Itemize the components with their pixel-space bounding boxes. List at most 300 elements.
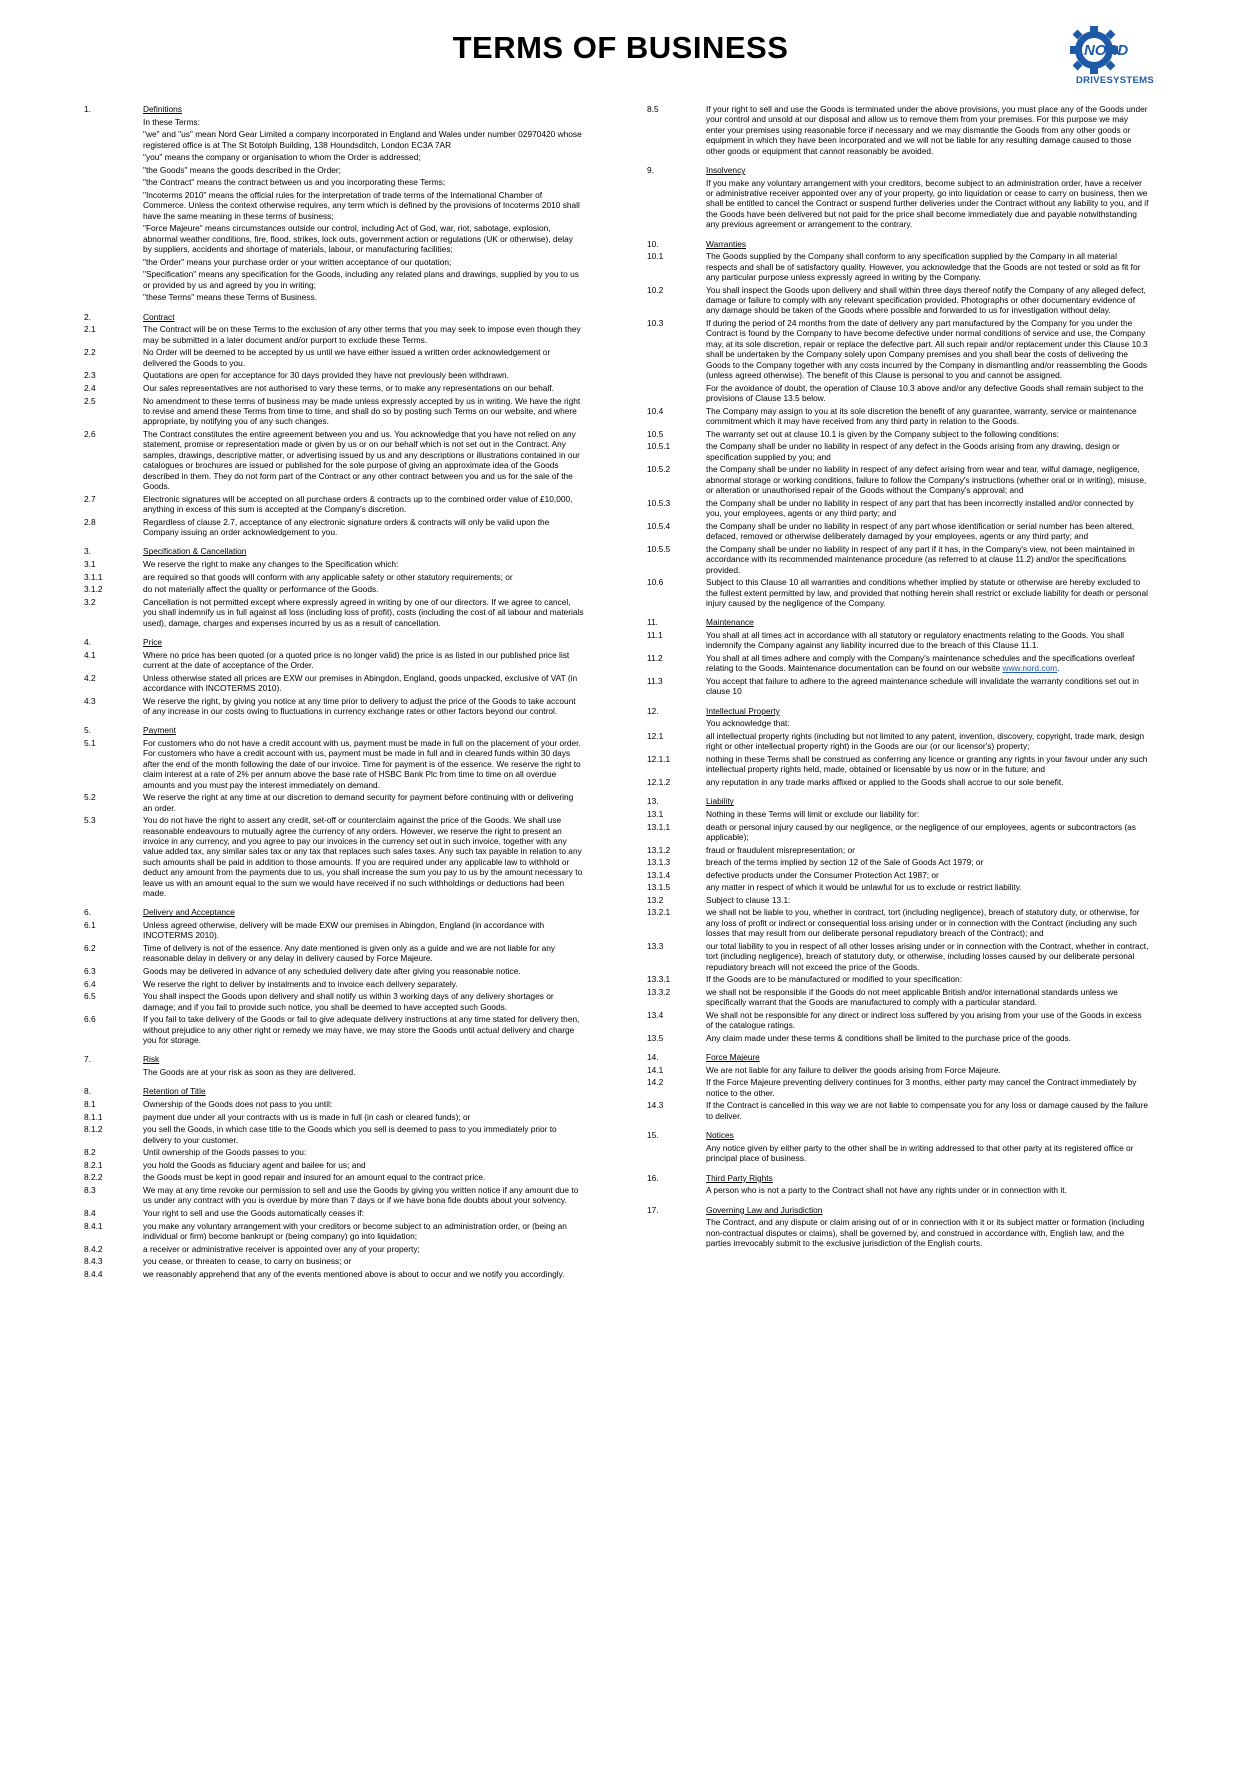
clause-section — [647, 239, 1149, 609]
clause-text-body: the Company shall be under no liability in respect of any part if it has, in the Company's view, not been maintained in accordance with its recommended maintenance procedure (as referred to at clause 11.2) and/or the specifications provided. — [706, 543, 1135, 575]
clause-text — [143, 792, 584, 813]
clause-text-body: We reserve the right at any time at our discretion to demand security for payment before continuing with or delivering an order. — [143, 792, 574, 813]
clause-number: 10.5.5 — [647, 543, 671, 554]
clause-text — [706, 318, 1149, 380]
clause-text-body: Subject to this Clause 10 all warranties and conditions whether implied by statute or otherwise are hereby excluded to the fullest extent permitted by law, and provided that nothing herein shall restrict or exclude liability for death or personal injury caused by the negligence of the Company. — [706, 577, 1149, 608]
clause-item — [84, 738, 584, 790]
clause-text-body: Our sales representatives are not authorised to vary these terms, or to make any representations on our behalf. — [143, 382, 554, 393]
clause-heading-title: Force Majeure — [706, 1052, 760, 1063]
clause-text — [143, 494, 584, 515]
clause-item — [647, 577, 1149, 608]
clause-number: 10.2 — [647, 284, 664, 295]
clause-number: 4.3 — [84, 695, 96, 706]
clause-item — [647, 521, 1149, 542]
clause-text-body: the Company shall be under no liability in respect of any defect in the Goods arising from any drawing, design or specification supplied by you; and — [706, 441, 1120, 462]
clause-number: 10.1 — [647, 251, 664, 262]
clause-item — [647, 1065, 1149, 1075]
clause-text — [143, 696, 584, 717]
clause-heading-number: 1. — [84, 104, 91, 114]
clause-number: 13.3.1 — [647, 974, 671, 985]
clause-section — [647, 1052, 1149, 1121]
clause-text — [706, 1143, 1149, 1164]
clause-heading — [647, 1205, 1149, 1215]
clause-number — [647, 383, 706, 404]
clause-text-body: If the Contract is cancelled in this way we are not liable to compensate you for any loss or damage caused by the failure to deliver. — [706, 1100, 1148, 1121]
clause-text — [706, 822, 1149, 843]
clause-item — [84, 129, 584, 150]
clause-text — [706, 987, 1149, 1008]
clause-item — [84, 1172, 584, 1182]
clause-heading — [647, 617, 1149, 627]
clause-item — [647, 987, 1149, 1008]
clause-number: 5.1 — [84, 738, 96, 748]
clause-number: 8.2.1 — [84, 1159, 103, 1170]
clause-item — [84, 165, 584, 175]
clause-section — [647, 1173, 1149, 1196]
clause-text — [143, 991, 584, 1012]
website-link[interactable]: www.nord.com — [1002, 663, 1058, 674]
clause-text — [143, 190, 584, 221]
clause-number: 14.1 — [647, 1064, 664, 1075]
clause-item — [647, 676, 1149, 697]
clause-text-body: You do not have the right to assert any credit, set-off or counterclaim against the price of the Goods. We shall use reasonable endeavours to mutually agree the currency of any orders. However, we reserve the right to present an invoice in any currency, and you agree to pay our invoices in the currency set out in such invoice, together with any value added tax, any similar sales tax or any tax that replaces such sales taxes. Any such tax payable in relation to any such amounts shall be paid in addition to those amounts. If you are required under any applicable law to withhold or deduct any amount from the payments due to us, you shall increase the sum you pay to us by the amount necessary to leave us with an amount equal to the sum we would have received if no such withholdings or deductions had been made. — [143, 815, 583, 899]
clause-text-body: Ownership of the Goods does not pass to you until: — [143, 1099, 333, 1110]
clause-text-body: The Company may assign to you at its sole discretion the benefit of any guarantee, warranty, service or maintenance commitment which it may have received from any third party in relation to the Goods. — [706, 405, 1137, 427]
clause-number: 8.2 — [84, 1147, 96, 1158]
clause-number: 2.1 — [84, 324, 96, 335]
clause-heading — [84, 637, 584, 647]
clause-text — [143, 165, 584, 175]
clause-text-body: we reasonably apprehend that any of the events mentioned above is about to occur and we notify you accordingly. — [143, 1268, 565, 1279]
clause-item — [84, 966, 584, 976]
clause-text — [706, 406, 1149, 427]
clause-text-body: You shall at all times act in accordance with all statutory or regulatory enactments relating to the Goods. You shall indemnify the Company against any liability incurred due to the breach of this Clause 11.1. — [706, 629, 1125, 651]
clause-item — [647, 285, 1149, 316]
clause-text-body: The warranty set out at clause 10.1 is given by the Company subject to the following conditions: — [706, 428, 1059, 439]
clause-item — [84, 1221, 584, 1242]
clause-number: 6.3 — [84, 966, 96, 977]
clause-text-body: In these Terms: — [143, 116, 200, 127]
clause-number: 11.1 — [647, 629, 663, 640]
clause-text-body: fraud or fraudulent misrepresentation; or — [706, 844, 855, 855]
clause-text-body: The Goods supplied by the Company shall conform to any specification supplied by the Company in all material respects and shall be of satisfactory quality. However, you acknowledge that the Goods are not tested or sold as fit for any particular purpose unless expressly agreed in writing by the Company. — [706, 251, 1141, 283]
clause-text-body: you make any voluntary arrangement with your creditors or become subject to an administration order, or (being an individual or firm) become bankrupt or (being company) go into liquidation; — [143, 1220, 567, 1242]
clause-number: 10.5.1 — [647, 441, 671, 452]
clause-text-body: If the Force Majeure preventing delivery continues for 3 months, either party may cancel the Contract immediately by notice to the other. — [706, 1077, 1137, 1098]
clause-number — [84, 190, 143, 221]
clause-text-body: Until ownership of the Goods passes to you: — [143, 1147, 307, 1158]
clause-heading — [647, 706, 1149, 716]
clause-item — [647, 1143, 1149, 1164]
clause-item — [84, 696, 584, 717]
clause-number: 11.2 — [647, 652, 663, 663]
clause-text-body: Quotations are open for acceptance for 30 days provided they have not previously been withdrawn. — [143, 370, 509, 381]
clause-item — [647, 383, 1149, 404]
clause-text — [143, 738, 584, 790]
clause-item — [647, 104, 1149, 156]
clause-item — [84, 991, 584, 1012]
clause-item — [647, 907, 1149, 938]
clause-item — [84, 396, 584, 427]
clause-heading-number: 17. — [647, 1204, 659, 1215]
clause-text — [143, 1185, 584, 1206]
clause-text — [143, 1256, 584, 1266]
clause-text — [143, 324, 584, 345]
clause-text — [143, 597, 584, 628]
clause-text-body: We shall not be responsible for any direct or indirect loss suffered by you arising from your use of the Goods in excess of the catalogue ratings. — [706, 1009, 1142, 1031]
clause-heading-number: 9. — [647, 165, 654, 176]
clause-number: 13.2.1 — [647, 907, 671, 918]
clause-text — [706, 882, 1149, 892]
clause-text-body: We reserve the right, by giving you notice at any time prior to delivery to adjust the price of the Goods to take account of any increase in our costs owing to fluctuations in currency exchange rates or other factors beyond our control. — [143, 695, 576, 716]
clause-heading-number: 12. — [647, 705, 659, 716]
clause-number — [84, 129, 143, 150]
clause-item — [647, 1077, 1149, 1098]
clause-text-body: If you fail to take delivery of the Goods or fail to give adequate delivery instructions at any time stated for delivery then, without prejudice to any other right or remedy we may have, we may store the Goods until actual delivery and charge you for storage. — [143, 1014, 580, 1046]
clause-text — [143, 920, 584, 941]
clause-text-body: No amendment to these terms of business may be made unless expressly accepted by us in writing. We have the right to revise and amend these Terms from time to time, and shall do so by posting such Terms on our website, and where appropriate, by notifying you of any such changes. — [143, 395, 581, 427]
clause-item — [647, 870, 1149, 880]
clause-number: 13.2 — [647, 894, 664, 905]
clause-number: 6.4 — [84, 978, 96, 989]
clause-text-body: The Contract, and any dispute or claim arising out of or in connection with it or its subject matter or formation (including non-contractual disputes or claims), shall be governed by, and construed in accordance with, English law, and the parties irrevocably submit to the exclusive jurisdiction of the English courts. — [706, 1217, 1145, 1249]
clause-heading-title: Warranties — [706, 238, 747, 249]
clause-text-body: The Goods are at your risk as soon as they are delivered. — [143, 1067, 356, 1078]
clause-heading-title: Retention of Title — [143, 1086, 206, 1097]
clause-number: 8.1 — [84, 1099, 96, 1110]
clause-text — [143, 1067, 584, 1077]
clause-heading-title: Delivery and Acceptance — [143, 907, 235, 918]
clause-number: 2.4 — [84, 382, 96, 393]
clause-number: 13.3.2 — [647, 986, 671, 997]
clause-item — [647, 630, 1149, 651]
clause-heading-title: Definitions — [143, 104, 182, 114]
clause-number — [84, 152, 143, 162]
clause-text — [706, 285, 1149, 316]
clause-heading — [647, 239, 1149, 249]
clause-text-body: breach of the terms implied by section 12 of the Sale of Goods Act 1979; or — [706, 857, 984, 868]
clause-text — [706, 1065, 1149, 1075]
clause-item — [84, 1269, 584, 1279]
clause-text-body: Subject to clause 13.1: — [706, 894, 791, 905]
clause-text — [143, 370, 584, 380]
clause-item — [84, 559, 584, 569]
clause-text-body: "Incoterms 2010" means the official rules for the interpretation of trade terms of the International Chamber of Commerce. Unless the context otherwise requires, any term which is defined by the provisions of Incoterms 2010 shall have the same meaning in these terms of business; — [143, 189, 580, 221]
clause-section — [84, 546, 584, 628]
clause-text — [706, 676, 1149, 697]
clause-text — [143, 650, 584, 671]
clause-item — [84, 1208, 584, 1218]
clause-item — [647, 845, 1149, 855]
clause-text-body: the Company shall be under no liability in respect of any part whose identification or serial number has been altered, defaced, removed or otherwise deliberately damaged by your employees, agents or any third party; and — [706, 520, 1135, 542]
clause-number: 14.3 — [647, 1100, 664, 1111]
clause-heading — [647, 1052, 1149, 1062]
clause-item — [647, 653, 1149, 674]
clause-text — [143, 347, 584, 368]
clause-text-body: any reputation in any trade marks affixed or applied to the Goods shall accrue to our sole benefit. — [706, 776, 1064, 787]
clause-number: 10.3 — [647, 318, 664, 329]
clause-heading-number: 13. — [647, 796, 659, 807]
left-column — [84, 104, 584, 1282]
clause-text — [706, 895, 1149, 905]
clause-item — [84, 429, 584, 491]
clause-text-body: If the Goods are to be manufactured or modified to your specification: — [706, 974, 963, 985]
clause-number: 10.5.2 — [647, 464, 671, 475]
clause-text-suffix: . — [1057, 663, 1060, 674]
clause-text-body: nothing in these Terms shall be construed as conferring any licence or granting any rights in your favour under any such intellectual property rights held, made, obtained or licensable by us now or in the future; and — [706, 753, 1148, 775]
clause-heading-title: Notices — [706, 1130, 734, 1141]
clause-text — [143, 1112, 584, 1122]
clause-heading-number: 6. — [84, 907, 91, 918]
clause-text — [143, 1124, 584, 1145]
clause-number — [84, 117, 143, 127]
clause-text-body: Cancellation is not permitted except where expressly agreed in writing by one of our directors. If we agree to cancel, you shall indemnify us in full against all loss (including loss of profit), costs (including the cost of all labour and materials used), damage, charges and expenses incurred by us as a result of cancellation. — [143, 596, 584, 628]
clause-item — [84, 792, 584, 813]
clause-number: 10.4 — [647, 405, 664, 416]
clause-item — [647, 822, 1149, 843]
clause-number: 8.4.2 — [84, 1243, 103, 1254]
clause-number — [84, 223, 143, 254]
clause-text — [706, 104, 1149, 156]
clause-text — [706, 907, 1149, 938]
clause-item — [647, 178, 1149, 230]
clause-number — [84, 165, 143, 175]
clause-item — [647, 544, 1149, 575]
right-column — [647, 104, 1149, 1251]
clause-text — [706, 653, 1149, 674]
clause-item — [84, 1185, 584, 1206]
clause-text-body: No Order will be deemed to be accepted by us until we have either issued a written order acknowledgement or delivered the Goods to you. — [143, 347, 551, 368]
clause-text-body: Any claim made under these terms & conditions shall be limited to the purchase price of the goods. — [706, 1032, 1072, 1043]
clause-text-body: "we" and "us" mean Nord Gear Limited a company incorporated in England and Wales under number 02970420 whose registered office is at The St Botolph Building, 138 Houndsditch, London EC3A 7AR — [143, 129, 582, 150]
clause-item — [647, 464, 1149, 495]
clause-number: 6.6 — [84, 1014, 96, 1025]
clause-heading-title: Third Party Rights — [706, 1172, 773, 1183]
clause-text-body: payment due under all your contracts with us is made in full (in cash or cleared funds); or — [143, 1111, 471, 1122]
clause-number: 5.3 — [84, 815, 96, 826]
clause-number: 4.1 — [84, 649, 96, 660]
clause-number: 8.1.2 — [84, 1124, 103, 1135]
clause-item — [84, 1014, 584, 1045]
logo-subline: DRIVESYSTEMS — [1075, 75, 1155, 86]
clause-number — [647, 178, 706, 230]
clause-number: 13.1 — [647, 808, 664, 819]
clause-item — [647, 1100, 1149, 1121]
clause-item — [84, 190, 584, 221]
clause-text — [143, 1208, 584, 1218]
clause-item — [647, 1217, 1149, 1248]
clause-section — [84, 1054, 584, 1077]
clause-number: 2.6 — [84, 428, 96, 439]
clause-text — [143, 396, 584, 427]
clause-heading-number: 11. — [647, 617, 658, 628]
clause-number: 13.1.5 — [647, 882, 671, 893]
clause-number: 12.1.2 — [647, 776, 671, 787]
clause-number: 3.1.1 — [84, 571, 103, 582]
clause-item — [84, 177, 584, 187]
clause-text — [706, 809, 1149, 819]
clause-text-body: any matter in respect of which it would be unlawful for us to exclude or restrict liability. — [706, 882, 1022, 893]
clause-text — [706, 777, 1149, 787]
clause-item — [84, 815, 584, 898]
clause-text-body: Nothing in these Terms will limit or exclude our liability for: — [706, 808, 920, 819]
clause-item — [647, 777, 1149, 787]
clause-text — [706, 974, 1149, 984]
clause-number: 6.2 — [84, 943, 96, 954]
clause-section — [647, 796, 1149, 1043]
clause-heading-number: 14. — [647, 1052, 659, 1063]
clause-text — [706, 441, 1149, 462]
clause-number: 13.3 — [647, 940, 664, 951]
clause-section — [647, 165, 1149, 230]
clause-text — [143, 1172, 584, 1182]
clause-item — [84, 1099, 584, 1109]
clause-item — [84, 1147, 584, 1157]
clause-text-body: You shall at all times adhere and comply with the Company's maintenance schedules and the specifications overleaf relating to the Goods. Maintenance documentation can be found on our website — [706, 652, 1135, 674]
clause-item — [84, 269, 584, 290]
clause-item — [647, 731, 1149, 752]
clause-item — [84, 1124, 584, 1145]
clause-number: 8.4.4 — [84, 1268, 103, 1279]
clause-text — [706, 178, 1149, 230]
clause-text-body: "the Order" means your purchase order or your written acceptance of our quotation; — [143, 256, 452, 267]
clause-text-body: We reserve the right to deliver by instalments and to invoice each delivery separately. — [143, 978, 458, 989]
clause-number: 10.5.4 — [647, 520, 671, 531]
clause-item — [647, 1010, 1149, 1031]
clause-text-body: our total liability to you in respect of all other losses arising under or in connection with the Contract, whether in contract, tort (including negligence), breach of statutory duty, or otherwise, including losses caused by our deliberate personal repudiatory breach will not exceed the price of the Goods. — [706, 940, 1149, 972]
clause-text-body: The Contract constitutes the entire agreement between you and us. You acknowledge that you have not relied on any statement, promise or representation made or given by us or on our behalf which is not set out in the Contract. Any samples, drawings, descriptive matter, or advertising issued by us and any descriptions or illustrations contained in our catalogues or brochures are issued or published for the sole purpose of giving an approximate idea of the Goods described in them. They do not form part of the Contract or any other contract between you and us for the sale of the Goods. — [143, 428, 580, 491]
clause-text-body: Electronic signatures will be accepted on all purchase orders & contracts up to the combined order value of £10,000, anything in excess of this sum is accepted at the Company's discretion. — [143, 493, 573, 514]
clause-text-body: Regardless of clause 2.7, acceptance of any electronic signature orders & contracts will only be valid upon the Company issuing an order acknowledgement to you. — [143, 516, 550, 537]
clause-text-body: Any notice given by either party to the other shall be in writing addressed to that other party at its registered office or principal place of business. — [706, 1142, 1134, 1164]
clause-heading — [647, 796, 1149, 806]
clause-heading-number: 8. — [84, 1086, 91, 1097]
clause-heading-title: Intellectual Property — [706, 705, 780, 716]
clause-text — [706, 383, 1149, 404]
clause-number: 13.5 — [647, 1032, 664, 1043]
clause-item — [84, 324, 584, 345]
clause-item — [84, 584, 584, 594]
clause-text-body: a receiver or administrative receiver is appointed over any of your property; — [143, 1243, 420, 1254]
clause-text-body: the Company shall be under no liability in respect of any defect arising from wear and tear, wilful damage, negligence, abnormal storage or working conditions, failure to follow the Company's instructions (whether oral or in writing), misuse, or alteration or unauthorised repair of the Goods without the Company's approval; and — [706, 464, 1147, 496]
clause-heading-number: 7. — [84, 1054, 91, 1065]
clause-number: 12.1 — [647, 730, 664, 741]
clause-heading — [647, 1130, 1149, 1140]
clause-text-body: You acknowledge that: — [706, 718, 790, 729]
clause-item — [84, 1067, 584, 1077]
clause-text — [706, 464, 1149, 495]
clause-text — [706, 1185, 1149, 1195]
clause-number — [647, 1217, 706, 1248]
clause-number: 5.2 — [84, 792, 96, 803]
clause-text — [143, 1160, 584, 1170]
clause-number: 6.5 — [84, 991, 96, 1002]
clause-text — [143, 177, 584, 187]
clause-text — [143, 152, 584, 162]
clause-heading — [84, 312, 584, 322]
clause-text-body: Time of delivery is not of the essence. Any date mentioned is given only as a guide and we are not liable for any reasonable delay in delivery or any delay in delivery caused by Force Majeure. — [143, 943, 556, 964]
clause-number — [647, 1143, 706, 1164]
clause-text-body: If during the period of 24 months from the date of delivery any part manufactured by the Company for you under the Contract is found by the Company to have become defective under normal conditions of service and use, the Company may, at its sole discretion, repair or replace the defective part. All such repair and/or replacement under this Clause 10.3 shall be undertaken by the Company solely upon Company premises and you shall bear the costs of delivering the Goods to the Company together with any costs incurred by the Company in dismantling and/or reassembling the Goods (unless agreed otherwise). The benefit of this Clause is personal to you and cannot be assigned. — [706, 318, 1148, 381]
clause-heading — [647, 165, 1149, 175]
clause-number: 2.8 — [84, 516, 96, 527]
clause-number: 2.2 — [84, 347, 96, 358]
clause-number — [84, 177, 143, 187]
clause-text-body: "the Contract" means the contract between us and you incorporating these Terms; — [143, 177, 446, 188]
clause-number: 6.1 — [84, 920, 96, 931]
clause-heading-number: 15. — [647, 1130, 659, 1141]
clause-text-body: you sell the Goods, in which case title to the Goods which you sell is deemed to pass to you immediately prior to delivery to your customer. — [143, 1124, 557, 1145]
clause-number: 13.4 — [647, 1009, 664, 1020]
clause-item — [647, 941, 1149, 972]
clause-text-body: For the avoidance of doubt, the operation of Clause 10.3 above and/or any defective Goods shall remain subject to the provisions of Clause 13.5 below. — [706, 382, 1144, 404]
clause-text — [143, 559, 584, 569]
clause-number: 8.2.2 — [84, 1172, 103, 1183]
clause-text — [143, 1221, 584, 1242]
clause-heading-number: 4. — [84, 637, 91, 647]
clause-heading — [84, 1054, 584, 1064]
clause-number: 14.2 — [647, 1077, 664, 1088]
clause-heading-title: Contract — [143, 311, 175, 322]
clause-heading-title: Risk — [143, 1054, 160, 1065]
clause-section — [84, 907, 584, 1045]
clause-section — [647, 104, 1149, 156]
clause-text — [706, 429, 1149, 439]
clause-heading-title: Payment — [143, 725, 176, 736]
clause-text — [143, 129, 584, 150]
clause-text — [143, 1269, 584, 1279]
clause-heading-number: 5. — [84, 725, 91, 736]
clause-heading — [84, 907, 584, 917]
nord-gear-icon — [1060, 20, 1170, 76]
clause-number — [84, 269, 143, 290]
clause-text — [143, 1147, 584, 1157]
clause-text — [143, 117, 584, 127]
clause-text — [143, 257, 584, 267]
clause-text-body: we shall not be liable to you, whether in contract, tort (including negligence), breach of statutory duty, or otherwise, for any loss of profit or indirect or consequential loss arising under or in connection with the Contract (including any such losses that may result from our deliberate personal repudiatory breach of the Contract); and — [706, 907, 1140, 939]
clause-item — [647, 895, 1149, 905]
clause-item — [84, 494, 584, 515]
clause-number — [647, 1185, 706, 1195]
clause-number: 8.1.1 — [84, 1111, 103, 1122]
clause-text — [143, 943, 584, 964]
clause-text-body: If you make any voluntary arrangement with your creditors, become subject to an administration order, have a receiver or administrative receiver appointed over any of your property, go into liquidation or cease to carry on business, then we shall be entitled to cancel the Contract or suspend further deliveries under the Contract without any liability to you, and if the Goods have been delivered but not paid for the price shall become immediately due and payable notwithstanding any previous agreement or arrangement to the contrary. — [706, 177, 1149, 230]
clause-text-body: you cease, or threaten to cease, to carry on business; or — [143, 1256, 352, 1267]
clause-heading-title: Governing Law and Jurisdiction — [706, 1204, 823, 1215]
clause-item — [647, 882, 1149, 892]
clause-number: 8.4.1 — [84, 1220, 103, 1231]
clause-text — [706, 251, 1149, 282]
clause-item — [84, 152, 584, 162]
clause-text — [143, 1244, 584, 1254]
clause-section — [84, 637, 584, 716]
clause-section — [84, 312, 584, 538]
clause-text-body: the Company shall be under no liability in respect of any part that has been incorrectly installed and/or connected by you, your employees, agents or any third party; and — [706, 497, 1134, 519]
clause-section — [647, 1205, 1149, 1249]
clause-heading-number: 3. — [84, 546, 91, 557]
clause-text — [706, 718, 1149, 728]
clause-item — [647, 1033, 1149, 1043]
clause-item — [647, 754, 1149, 775]
clause-item — [84, 383, 584, 393]
clause-text-body: Where no price has been quoted (or a quoted price is no longer valid) the price is as listed in our published price list current at the date of acceptance of the Order. — [143, 649, 570, 670]
clause-number: 3.1.2 — [84, 584, 103, 595]
clause-text-body: You shall inspect the Goods upon delivery and shall notify us within 3 working days of any delivery shortages or damage; and if you fail to provide such notice, you shall be deemed to have accepted such Goods. — [143, 991, 554, 1012]
clause-heading — [647, 1173, 1149, 1183]
clause-text — [143, 223, 584, 254]
clause-text-body: we shall not be responsible if the Goods do not meet applicable British and/or international standards unless we specifically warrant that the Goods are manufactured to comply with a particular standard. — [706, 986, 1118, 1008]
clause-item — [84, 597, 584, 628]
